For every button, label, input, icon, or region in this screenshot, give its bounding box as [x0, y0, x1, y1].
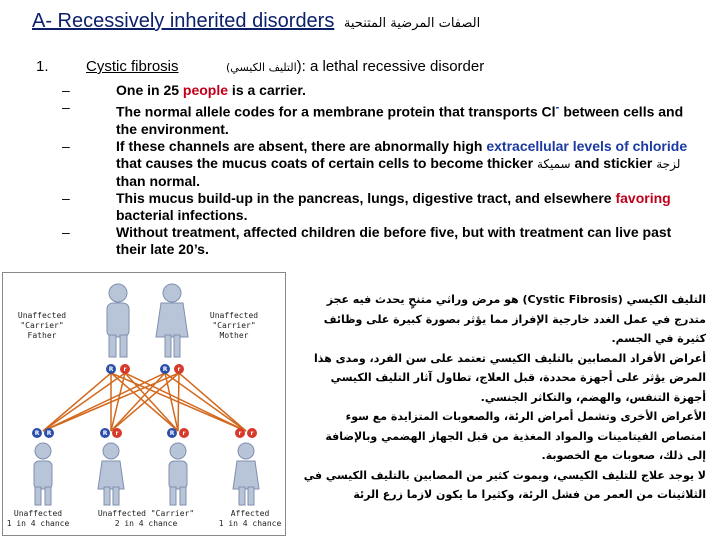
- arabic-gloss: سميكة: [536, 156, 571, 171]
- mother-figure: [156, 284, 188, 357]
- disorder-name: Cystic fibrosis: [86, 58, 179, 75]
- arabic-explanation: [286, 290, 706, 505]
- bullet-dash: –: [62, 223, 70, 240]
- bullet-treatment: [62, 224, 702, 258]
- bullet-dash: –: [62, 137, 70, 154]
- arabic-line: التليف الكيسي (Cystic Fibrosis) هو مرض وراثي متنحٍ يحدث فيه عجز: [326, 293, 706, 306]
- bullet-text: If these channels are absent, there are abnormally high: [116, 137, 487, 154]
- bullet-text: and stickier: [570, 154, 657, 171]
- bullet-mucus: [62, 190, 702, 224]
- child-figure-2: [98, 443, 124, 505]
- highlight-text: extracellular levels of chloride: [486, 137, 688, 154]
- bullet-dash: –: [62, 99, 70, 115]
- disorder-description: [226, 58, 484, 75]
- allele-label: R: [34, 430, 40, 437]
- arabic-line: إلى ذلك، صعوبات مع الخصوبة.: [541, 449, 706, 462]
- title-arabic: الصفات المرضية المتنحية: [343, 16, 481, 31]
- disorder-definition: ): a lethal recessive disorder: [296, 58, 485, 75]
- bullet-text: The normal allele codes for a membrane protein that transports Cl: [116, 103, 556, 120]
- bullet-channels: [62, 138, 702, 190]
- allele-label: R: [108, 366, 114, 373]
- bullet-dash: –: [62, 189, 70, 206]
- inheritance-diagram: [2, 272, 286, 536]
- arabic-line: امتصاص الفيتامينات والمواد المغذية من قبل الجهاز الهضمي وبالإضافة: [325, 429, 706, 443]
- arabic-gloss: لزجة: [656, 156, 681, 171]
- arabic-line: أعراض الأفراد المصابين بالتليف الكيسي تعتمد على سن الفرد، ومدى هذا: [314, 351, 706, 365]
- bullet-dash: –: [62, 82, 70, 98]
- child-figure-3: [169, 443, 187, 505]
- arabic-line: المرض يؤثر على أجهزة محددة، قبل العلاج، تطاول آثار التليف الكيسي: [330, 371, 706, 384]
- arabic-line: لا يوجد علاج للتليف الكيسي، ويموت كثير من المصابين بالتليف الكيسي في: [303, 468, 706, 482]
- arabic-line: الثلاثينات من العمر من فشل الرئة، وكثيرا ما يكون لازما زرع الرئة: [353, 488, 706, 501]
- allele-label: R: [169, 430, 175, 437]
- superscript: -: [555, 101, 560, 114]
- item-number: 1.: [36, 58, 49, 75]
- arabic-line: أجهزة التنفس، والهضم، والتكاثر الجنسي.: [480, 390, 706, 404]
- title-english: A- Recessively inherited disorders: [32, 10, 335, 32]
- allele-label: r: [123, 366, 127, 373]
- allele-label: r: [238, 430, 242, 437]
- bullet-text: that causes the mucus coats of certain cells to become thicker: [116, 154, 537, 171]
- list-item-cystic-fibrosis: [36, 58, 485, 75]
- child-figure-1: [34, 443, 52, 505]
- bullet-text: Without treatment, affected children die before five, but with treatment can live past their late 20’s.: [116, 223, 672, 257]
- bullet-list: [62, 82, 702, 258]
- bullet-text: than normal.: [116, 172, 201, 189]
- father-figure: [107, 284, 129, 357]
- bullet-text: One in 25: [116, 82, 183, 98]
- label-child-carrier: Unaffected "Carrier" 2 in 4 chance: [97, 509, 195, 528]
- bullet-text: between cells and the environment.: [116, 103, 684, 137]
- arabic-line: كثيرة في الجسم.: [611, 332, 706, 345]
- disorder-arabic-name: (التليف الكيسي: [226, 61, 297, 74]
- child-figure-4: [233, 443, 259, 505]
- label-mother: Unaffected "Carrier" Mother: [209, 311, 259, 340]
- bullet-normal-allele: [62, 99, 702, 138]
- allele-label: r: [177, 366, 181, 373]
- bullet-text: This mucus build-up in the pancreas, lungs, digestive tract, and elsewhere: [116, 189, 616, 206]
- allele-label: r: [182, 430, 186, 437]
- arabic-line: الأعراض الأخرى وتشمل أمراض الرئة، والصعوبات المتزايدة مع سوء: [345, 410, 706, 423]
- allele-label: r: [250, 430, 254, 437]
- bullet-carrier: [62, 82, 702, 99]
- bullet-text: is a carrier.: [228, 82, 306, 98]
- highlight-text: favoring: [615, 189, 671, 206]
- label-child-unaffected: Unaffected 1 in 4 chance: [6, 509, 70, 528]
- bullet-text: bacterial infections.: [116, 206, 248, 223]
- label-father: Unaffected "Carrier" Father: [17, 311, 67, 340]
- allele-label: R: [46, 430, 52, 437]
- label-child-affected: Affected 1 in 4 chance: [218, 509, 282, 528]
- allele-label: R: [102, 430, 108, 437]
- allele-label: R: [162, 366, 168, 373]
- arabic-line: متدرج في عمل الغدد خارجية الإفراز مما يؤثر بصورة كبيرة على وظائف: [323, 312, 706, 326]
- cross-lines: [43, 373, 246, 431]
- allele-label: r: [115, 430, 119, 437]
- slide-title: [32, 10, 480, 33]
- highlight-text: people: [182, 82, 229, 98]
